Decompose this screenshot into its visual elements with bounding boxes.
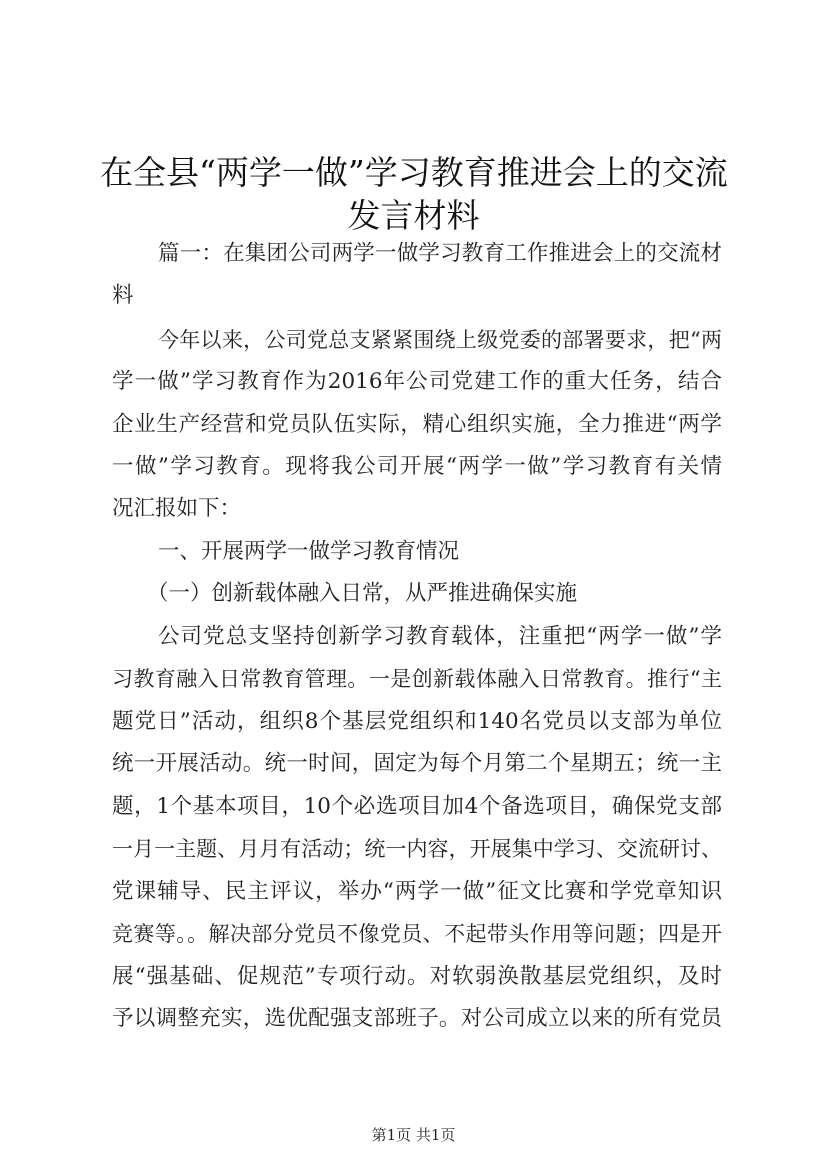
paragraph-line: 展“强基础、促规范”专项行动。对软弱涣散基层党组织，及时: [112, 964, 722, 989]
paragraph-line: 竞赛等。。解决部分党员不像党员、不起带头作用等问题；四是开: [112, 922, 722, 946]
paragraph-line: 公司党总支坚持创新学习教育载体，注重把“两学一做”学: [158, 624, 722, 649]
paragraph-line: 一月一主题、月月有活动；统一内容，开展集中学习、交流研讨、: [112, 837, 722, 861]
paragraph-line: 题党日”活动，组织8个基层党组织和140名党员以支部为单位: [112, 709, 722, 734]
paragraph-line: 题，1个基本项目，10个必选项目加4个备选项目，确保党支部: [112, 794, 722, 819]
paragraph-line: 党课辅导、民主评议，举办“两学一做”征文比赛和学党章知识: [112, 879, 722, 904]
subsection-heading: （一）创新载体融入日常，从严推进确保实施: [147, 581, 578, 606]
paragraph-line: 料: [112, 283, 134, 308]
paragraph-line: 习教育融入日常教育管理。一是创新载体融入日常教育。推行“主: [112, 667, 722, 691]
paragraph-line: 况汇报如下：: [112, 496, 242, 521]
paragraph-line: 学一做”学习教育作为2016年公司党建工作的重大任务，结合: [112, 369, 722, 394]
paragraph-line: 统一开展活动。统一时间，固定为每个月第二个星期五；统一主: [112, 751, 722, 776]
document-title-line-1: 在全县“两学一做”学习教育推进会上的交流: [100, 153, 728, 192]
paragraph-line: 今年以来，公司党总支紧紧围绕上级党委的部署要求，把“两: [158, 328, 722, 352]
section-heading: 一、开展两学一做学习教育情况: [158, 539, 460, 564]
page-footer: 第1页 共1页: [371, 1126, 456, 1144]
paragraph-line: 一做”学习教育。现将我公司开展“两学一做”学习教育有关情: [112, 454, 722, 479]
paragraph-line: 篇一：在集团公司两学一做学习教育工作推进会上的交流材: [158, 241, 722, 266]
paragraph-line: 予以调整充实，选优配强支部班子。对公司成立以来的所有党员: [112, 1006, 722, 1031]
paragraph-line: 企业生产经营和党员队伍实际，精心组织实施，全力推进“两学: [112, 412, 722, 437]
document-title-line-2: 发言材料: [347, 196, 480, 235]
